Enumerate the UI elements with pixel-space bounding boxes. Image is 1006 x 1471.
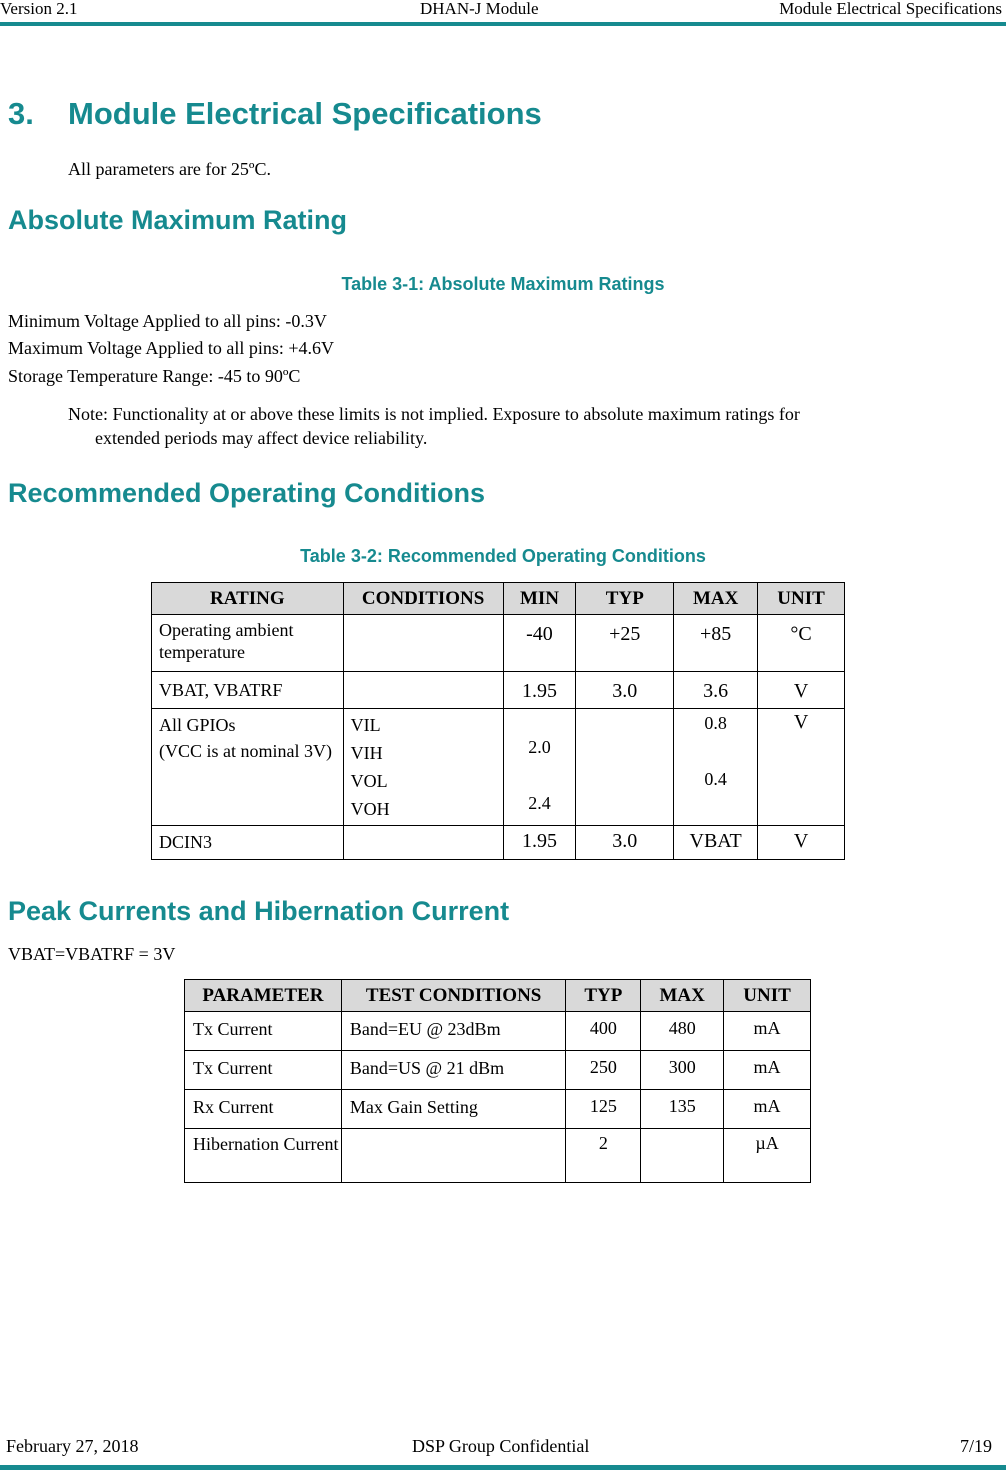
cell-rating: VBAT, VBATRF (152, 672, 344, 709)
cell-unit: mA (724, 1090, 811, 1129)
peak-table (184, 979, 811, 1183)
footer-page-number: 7/19 (959, 1436, 992, 1456)
header-section: Module Electrical Specifications (779, 0, 1002, 18)
table-row (185, 1051, 811, 1090)
cond-vil: VIL (350, 715, 381, 735)
cond-vih: VIH (350, 743, 383, 763)
cell-rating: Operating ambient temperature (152, 615, 344, 672)
col-header: MAX (674, 583, 758, 615)
table-row (185, 1012, 811, 1051)
cell-min (503, 709, 576, 826)
col-header: PARAMETER (185, 980, 342, 1012)
table-row (152, 615, 845, 672)
col-header: MIN (503, 583, 576, 615)
cell-unit: V (758, 672, 845, 709)
abs-max-line: Maximum Voltage Applied to all pins: +4.6V (8, 338, 334, 358)
footer-confidential: DSP Group Confidential (412, 1436, 590, 1456)
cell-min: 1.95 (503, 672, 576, 709)
cell-max: 300 (641, 1051, 724, 1090)
cond-vol: VOL (350, 771, 388, 791)
abs-max-note-cont: extended periods may affect device reliability. (95, 428, 428, 448)
col-header: RATING (152, 583, 344, 615)
cell-rating (152, 709, 344, 826)
cell-parameter: Hibernation Current (185, 1129, 342, 1183)
cell-typ: 400 (566, 1012, 641, 1051)
cell-typ: 125 (566, 1090, 641, 1129)
footer-rule (0, 1465, 1006, 1470)
abs-max-heading: Absolute Maximum Rating (8, 205, 348, 235)
roc-caption: Table 3-2: Recommended Operating Conditions (300, 546, 706, 566)
col-header: TYP (566, 980, 641, 1012)
table-row (152, 709, 845, 826)
col-header: MAX (641, 980, 724, 1012)
cell-typ: 3.0 (576, 826, 674, 860)
cell-conditions: Max Gain Setting (341, 1090, 566, 1129)
col-header: TEST CONDITIONS (341, 980, 566, 1012)
cell-unit: mA (724, 1012, 811, 1051)
cell-conditions (343, 826, 503, 860)
page-title (8, 96, 542, 132)
min-vih: 2.0 (528, 737, 551, 757)
cell-unit: µA (724, 1129, 811, 1183)
cell-unit: V (758, 709, 845, 826)
cell-typ (576, 709, 674, 826)
col-header: CONDITIONS (343, 583, 503, 615)
abs-max-caption: Table 3-1: Absolute Maximum Ratings (341, 274, 665, 294)
max-vol: 0.4 (704, 769, 727, 789)
cell-max: 3.6 (674, 672, 758, 709)
cell-typ: 2 (566, 1129, 641, 1183)
cell-conditions: Band=EU @ 23dBm (341, 1012, 566, 1051)
header-module: DHAN-J Module (420, 0, 539, 18)
cell-max: +85 (674, 615, 758, 672)
cond-voh: VOH (350, 799, 390, 819)
col-header: UNIT (758, 583, 845, 615)
footer-date: February 27, 2018 (6, 1436, 139, 1456)
section-title: Module Electrical Specifications (68, 96, 542, 131)
cell-conditions (343, 615, 503, 672)
col-header: TYP (576, 583, 674, 615)
cell-max: VBAT (674, 826, 758, 860)
gpio-label: All GPIOs (159, 715, 236, 735)
cell-conditions (341, 1129, 566, 1183)
roc-table (151, 582, 845, 860)
cell-rating: DCIN3 (152, 826, 344, 860)
peak-subtitle: VBAT=VBATRF = 3V (8, 944, 176, 964)
header-rule (0, 22, 1006, 26)
header-version: Version 2.1 (0, 0, 78, 18)
cell-unit: °C (758, 615, 845, 672)
cell-max: 480 (641, 1012, 724, 1051)
table-row (185, 1129, 811, 1183)
cell-max (641, 1129, 724, 1183)
cell-conditions (343, 672, 503, 709)
cell-min: 1.95 (503, 826, 576, 860)
col-header: UNIT (724, 980, 811, 1012)
cell-typ: 250 (566, 1051, 641, 1090)
section-number: 3. (8, 96, 34, 131)
gpio-note: (VCC is at nominal 3V) (159, 741, 332, 761)
abs-max-line: Storage Temperature Range: -45 to 90ºC (8, 366, 301, 386)
table-row (152, 672, 845, 709)
abs-max-note: Note: Functionality at or above these limits is not implied. Exposure to absolute maximum ratings for (68, 404, 800, 424)
peak-heading: Peak Currents and Hibernation Current (8, 896, 510, 926)
intro-text: All parameters are for 25ºC. (68, 159, 272, 179)
cell-unit: mA (724, 1051, 811, 1090)
roc-heading: Recommended Operating Conditions (8, 478, 486, 508)
table-header-row (185, 980, 811, 1012)
min-voh: 2.4 (528, 793, 551, 813)
cell-max (674, 709, 758, 826)
cell-typ: +25 (576, 615, 674, 672)
cell-typ: 3.0 (576, 672, 674, 709)
cell-max: 135 (641, 1090, 724, 1129)
max-vil: 0.8 (704, 713, 727, 733)
table-row (185, 1090, 811, 1129)
cell-conditions: Band=US @ 21 dBm (341, 1051, 566, 1090)
table-row (152, 826, 845, 860)
cell-parameter: Tx Current (185, 1051, 342, 1090)
table-header-row (152, 583, 845, 615)
abs-max-line: Minimum Voltage Applied to all pins: -0.3V (8, 311, 327, 331)
cell-parameter: Tx Current (185, 1012, 342, 1051)
cell-unit: V (758, 826, 845, 860)
cell-parameter: Rx Current (185, 1090, 342, 1129)
cell-conditions (343, 709, 503, 826)
cell-min: -40 (503, 615, 576, 672)
